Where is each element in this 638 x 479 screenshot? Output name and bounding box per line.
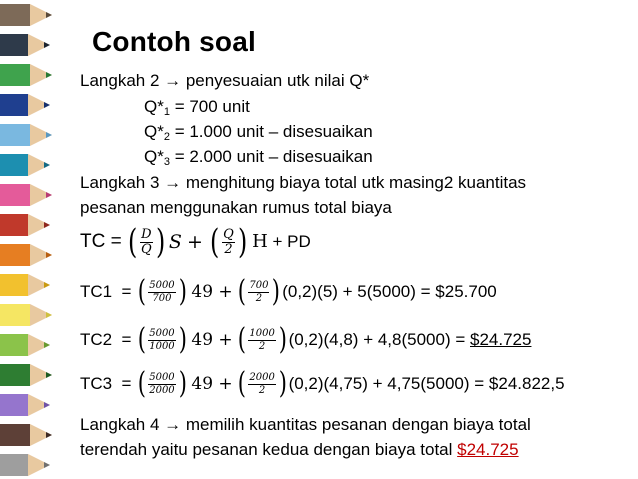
tc1-row: TC1 = ( $\frac{5000}{700}$ ) 49 + ( $\frac{700}{2}$ ) (0,2)(5) + 5(5000) = $25.700 [80, 274, 497, 309]
lowest-total-cost: $24.725 [457, 440, 519, 459]
pencil-icon [0, 94, 50, 116]
tc-formula: TC = ( $\frac{D}{Q}$ ) S + ( $\frac{Q}{2}$ ) H + PD [80, 222, 311, 262]
pencil-icon [0, 304, 52, 326]
slide-title: Contoh soal [92, 26, 256, 57]
step4-line1: Langkah 4 → memilih kuantitas pesanan dengan biaya total [80, 415, 531, 434]
q-item-2: $Q*_2 = 1.000$ unit – disesuaikan [144, 122, 373, 143]
tc2-result: $24.725 [470, 330, 532, 349]
tc2-row: TC2 = ( $\frac{5000}{1000}$ ) 49 + ( $\frac{1000}{2}$ ) (0,2)(4,8) + 4,8(5000) = $24.725 [80, 322, 532, 357]
q-item-3: $Q*_3 = 2.000$ unit – disesuaikan [144, 147, 373, 168]
pencil-icon [0, 34, 50, 56]
tc1-result: $25.700 [435, 282, 497, 301]
pencil-icon [0, 364, 52, 386]
pencil-icon [0, 274, 50, 296]
pencil-icon [0, 184, 52, 206]
pencil-icon [0, 394, 50, 416]
pencil-icon [0, 154, 50, 176]
pencil-icon [0, 4, 52, 26]
pencil-icon [0, 64, 52, 86]
pencil-icon [0, 454, 50, 476]
step2-text: Langkah 2 → penyesuaian utk nilai Q* [80, 71, 370, 90]
step3-line1: Langkah 3 → menghitung biaya total utk masing2 kuantitas [80, 173, 527, 192]
pencil-icon [0, 334, 50, 356]
pencil-icon [0, 424, 52, 446]
colored-pencils-decoration [0, 0, 62, 479]
pencil-icon [0, 214, 50, 236]
pencil-icon [0, 124, 52, 146]
step4-line2: terendah yaitu pesanan kedua dengan biaya total $24.725 [80, 440, 519, 459]
q-item-1: $Q*_1 = 700$ unit [144, 97, 250, 118]
step3-line2: pesanan menggunakan rumus total biaya [80, 198, 392, 217]
fraction-d-over-q: ( $\frac{D}{Q}$ ) [127, 222, 165, 262]
tc3-result: $24.822,5 [488, 374, 565, 393]
pencil-icon [0, 244, 52, 266]
tc3-row: TC3 = ( $\frac{5000}{2000}$ ) 49 + ( $\frac{2000}{2}$ ) (0,2)(4,75) + 4,75(5000) = $24.822,5 [80, 366, 565, 401]
fraction-q-over-2: ( $\frac{Q}{2}$ ) [209, 222, 248, 262]
